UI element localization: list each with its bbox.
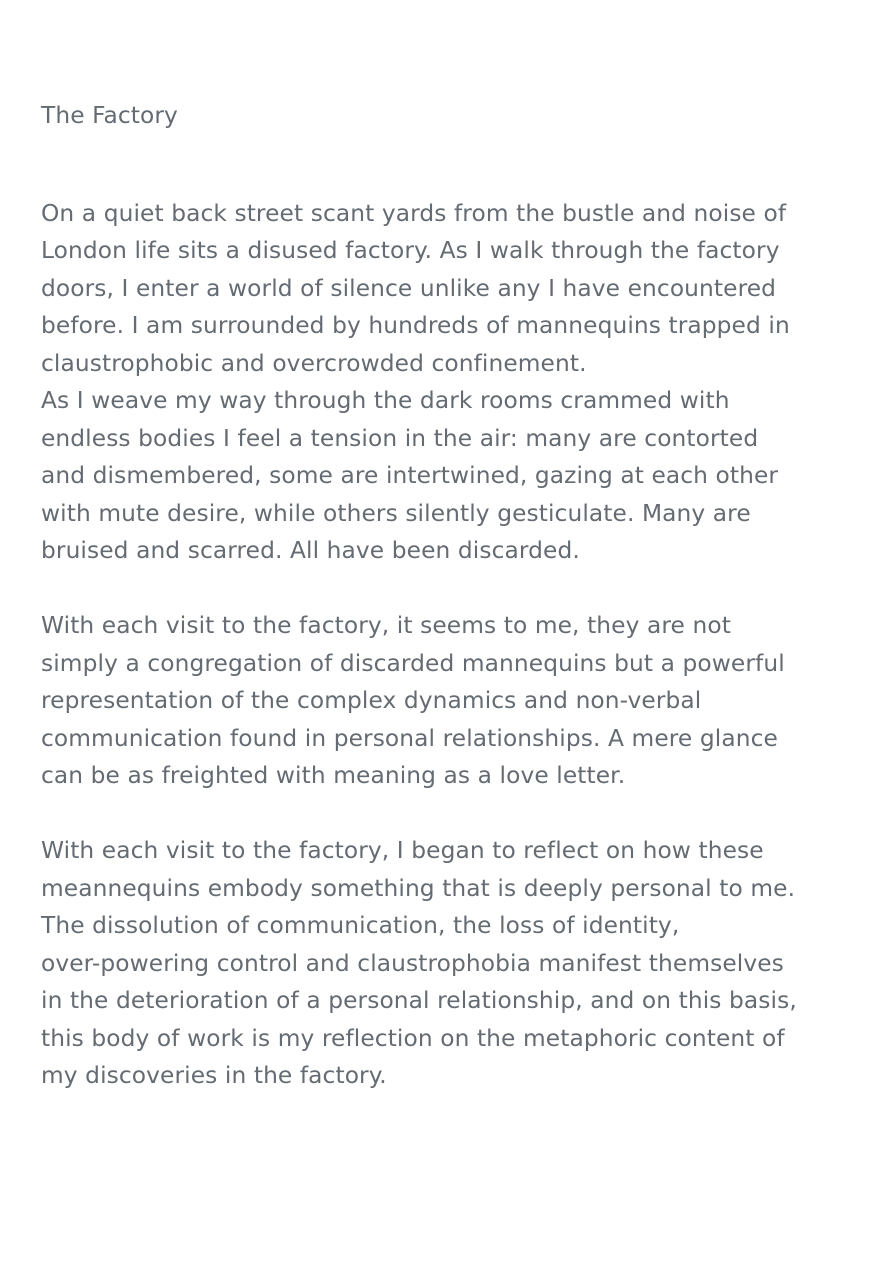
paragraph-2: As I weave my way through the dark rooms crammed with endless bodies I feel a tension in the air: many are contorted and dismembered, some are intertwined, gazing at each other with mute desire, while others silently gesticulate. Many are bruised and scarred. All have been discarded. [41, 387, 779, 564]
document-title: The Factory [41, 102, 178, 129]
paragraph-spacer [41, 570, 861, 608]
paragraph-1: On a quiet back street scant yards from the bustle and noise of London life sits a disused factory. As I walk through the factory doors, I enter a world of silence unlike any I have encountered before. I am surrounded by hundreds of mannequins trapped in claustrophobic and overcrowded confinement. [41, 199, 790, 377]
document-page [41, 97, 861, 1095]
paragraph-3: With each visit to the factory, it seems to me, they are not simply a congregation of discarded mannequins but a powerful representation of the complex dynamics and non-verbal communication found in personal relationships. A mere glance can be as freighted with meaning as a love letter. [41, 612, 785, 789]
paragraph-4: With each visit to the factory, I began to reflect on how these meannequins embody something that is deeply personal to me. The dissolution of communication, the loss of identity, over-powering control and claustrophobia manifest themselves in the deterioration of a personal relationship, and on this basis, this body of work is my reflection on the metaphoric content of my discoveries in the factory. [41, 837, 797, 1089]
paragraph-spacer [41, 795, 861, 833]
document-body [41, 195, 861, 1095]
